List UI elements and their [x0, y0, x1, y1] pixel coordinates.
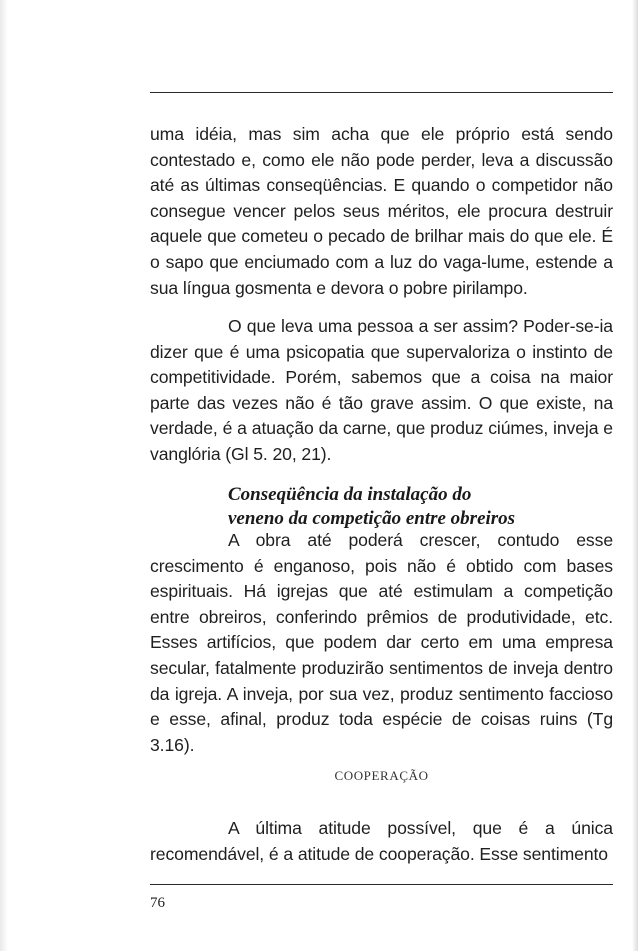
top-rule: [150, 92, 613, 93]
paragraph-4-text: A última atitude possível, que é a única recomendável, é a atitude de cooperação. Esse sentimento: [150, 818, 613, 864]
scan-edge-shadow-right: [632, 0, 638, 951]
paragraph-3: [150, 528, 613, 758]
paragraph-2-text: O que leva uma pessoa a ser assim? Poder-se-ia dizer que é uma psicopatia que supervaloriza o instinto de competitividade. Porém, sabemos que a coisa na maior parte das vezes não é tão grave assim. O que existe, na verdade, é a atuação da carne, que produz ciúmes, inveja e vanglória (Gl 5. 20, 21).: [150, 316, 613, 464]
paragraph-3-text: A obra até poderá crescer, contudo esse crescimento é enganoso, pois não é obtido com bases espirituais. Há igrejas que até estimulam a competição entre obreiros, conferindo prêmios de produtividade, etc. Esses artifícios, que podem dar certo em uma empresa secular, fatalmente produzirão sentimentos de inveja dentro da igreja. A inveja, por sua vez, produz sentimento faccioso e esse, afinal, produz toda espécie de coisas ruins (Tg 3.16).: [150, 530, 613, 755]
paragraph-1-text: uma idéia, mas sim acha que ele próprio está sendo contestado e, como ele não pode perder, leva a discussão até as últimas conseqüências. E quando o competidor não consegue vencer pelos seus méritos, ele procura destruir aquele que cometeu o pecado de brilhar mais do que ele. É o sapo que enciumado com a luz do vaga-lume, estende a sua língua gosmenta e devora o pobre pirilampo.: [150, 124, 613, 298]
paragraph-2: [150, 314, 613, 468]
subheading-line-2: veneno da competição entre obreiros: [228, 508, 516, 529]
subheading-line-1: Conseqüência da instalação do: [228, 484, 472, 505]
page-number: 76: [150, 895, 165, 911]
scan-edge-shadow-left: [0, 0, 8, 951]
paragraph-4: [150, 816, 613, 867]
section-title: COOPERAÇÃO: [334, 768, 429, 783]
paragraph-1: [150, 122, 613, 301]
bottom-rule: [150, 884, 613, 885]
